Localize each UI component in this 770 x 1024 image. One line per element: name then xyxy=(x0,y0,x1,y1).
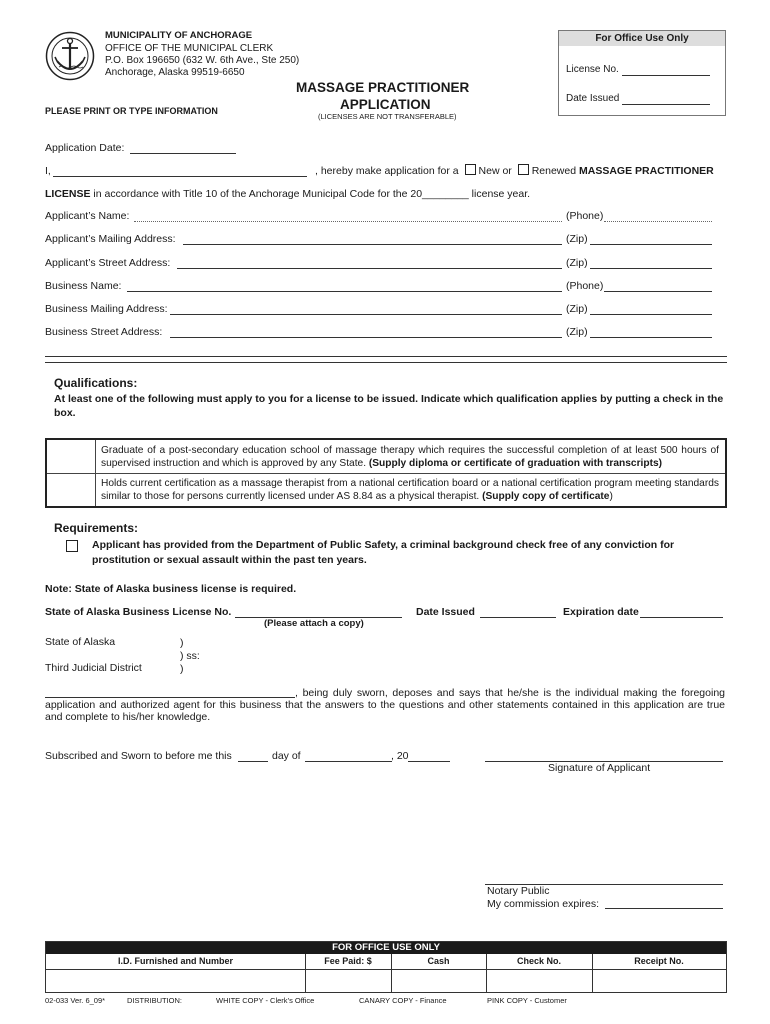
field-tail-label: (Zip) xyxy=(566,233,588,245)
col-receipt-no xyxy=(592,954,726,992)
attach-copy-note: (Please attach a copy) xyxy=(264,618,364,629)
footer-white-copy: WHITE COPY - Clerk’s Office xyxy=(216,996,315,1005)
field-input[interactable] xyxy=(183,244,562,245)
qualifications-intro: At least one of the following must apply to you for a license to be issued. Indicate which qualification applies by putting a check in the box. xyxy=(54,393,724,419)
practitioner-text: MASSAGE PRACTITIONER xyxy=(579,165,714,177)
field-tail-input[interactable] xyxy=(590,244,712,245)
field-label: Business Mailing Address: xyxy=(45,303,168,315)
print-note: PLEASE PRINT OR TYPE INFORMATION xyxy=(45,106,218,116)
sworn-year-field[interactable] xyxy=(408,761,450,762)
form-title: MASSAGE PRACTITIONER xyxy=(296,80,470,95)
renewed-label: Renewed xyxy=(531,165,577,177)
sworn-day-field[interactable] xyxy=(238,761,268,762)
section-divider xyxy=(45,356,727,363)
office-use-table-title: FOR OFFICE USE ONLY xyxy=(46,942,726,954)
requirements-heading: Requirements: xyxy=(54,521,139,535)
license-word: LICENSE xyxy=(45,188,91,200)
notary-title: Notary Public xyxy=(487,885,550,897)
venue-paren-3: ) xyxy=(180,663,184,675)
i-label: I, xyxy=(45,165,51,177)
office-use-table xyxy=(45,941,727,993)
expiration-date-label: Expiration date xyxy=(563,606,639,618)
subscribed-part2: day of xyxy=(272,750,301,762)
field-input[interactable] xyxy=(170,314,562,315)
col-fee-paid xyxy=(305,954,392,992)
subscribed-part1: Subscribed and Sworn to before me this xyxy=(45,750,232,762)
address-line-1: P.O. Box 196650 (632 W. 6th Ave., Ste 250) xyxy=(105,55,300,66)
office-use-title: For Office Use Only xyxy=(559,31,725,46)
col-label: Fee Paid: $ xyxy=(305,954,391,970)
qualification-1-text xyxy=(101,444,719,470)
date-issued-label: Date Issued xyxy=(566,93,620,104)
field-tail-input[interactable] xyxy=(590,337,712,338)
field-label: Applicant’s Street Address: xyxy=(45,257,171,269)
date-issued-line[interactable] xyxy=(622,104,710,105)
field-tail-label: (Phone) xyxy=(566,280,604,292)
field-tail-input[interactable] xyxy=(590,268,712,269)
footer-distribution: DISTRIBUTION: xyxy=(127,996,183,1005)
hereby-text: , hereby make application for a xyxy=(315,165,459,177)
oath-text xyxy=(45,687,725,723)
qualification-row-2 xyxy=(47,473,725,506)
business-license-label: State of Alaska Business License No. xyxy=(45,606,232,618)
signature-label: Signature of Applicant xyxy=(548,762,651,774)
field-tail-label: (Zip) xyxy=(566,257,588,269)
col-id-furnished xyxy=(46,954,306,992)
footer-pink-copy: PINK COPY - Customer xyxy=(487,996,567,1005)
field-tail-label: (Phone) xyxy=(566,210,604,222)
qualifications-heading: Qualifications: xyxy=(54,376,138,390)
municipal-seal-icon xyxy=(45,31,95,81)
field-input[interactable] xyxy=(127,291,562,292)
field-tail-input[interactable] xyxy=(604,221,712,222)
new-checkbox[interactable] xyxy=(465,164,476,175)
col-label: Receipt No. xyxy=(592,954,726,970)
qualification-2-close: ) xyxy=(609,491,613,502)
field-label: Business Name: xyxy=(45,280,122,292)
qualification-2-bold: (Supply copy of certificate xyxy=(482,491,610,502)
venue-paren-1: ) xyxy=(180,637,184,649)
field-tail-label: (Zip) xyxy=(566,326,588,338)
col-label: Check No. xyxy=(486,954,592,970)
field-tail-input[interactable] xyxy=(604,291,712,292)
field-label: Applicant’s Name: xyxy=(45,210,130,222)
qualification-2-body: Holds current certification as a massage therapist from a national certification board or a national certification program meeting standards similar to those for persons currently licensed under AS 8.84 as a physical therapist. xyxy=(101,478,719,502)
qualification-row-1 xyxy=(47,440,725,474)
requirement-checkbox[interactable] xyxy=(66,540,78,552)
org-name: MUNICIPALITY OF ANCHORAGE xyxy=(105,30,253,41)
footer-version: 02-033 Ver. 6_09* xyxy=(45,996,106,1005)
qualification-1-checkbox[interactable] xyxy=(47,440,96,473)
applicant-name-declaration-field[interactable] xyxy=(53,176,307,177)
commission-label: My commission expires: xyxy=(487,898,600,910)
subscribed-part3: , 20 xyxy=(391,750,409,762)
qualification-1-body: Graduate of a post-secondary education school of massage therapy which requires the successful completion of at least 500 hours of supervised instruction and which is approved by any State. xyxy=(101,445,719,469)
col-check-no xyxy=(486,954,593,992)
subscribed-line xyxy=(45,750,232,762)
qualification-2-checkbox[interactable] xyxy=(47,473,96,506)
application-date-field[interactable] xyxy=(130,153,236,154)
form-title-2: APPLICATION xyxy=(340,97,431,112)
license-no-label: License No. xyxy=(566,64,619,75)
venue-ss: ) ss: xyxy=(180,650,200,662)
footer-canary-copy: CANARY COPY - Finance xyxy=(359,996,447,1005)
commission-expires-field[interactable] xyxy=(605,908,723,909)
col-cash xyxy=(391,954,487,992)
field-label: Applicant’s Mailing Address: xyxy=(45,233,176,245)
requirement-text: Applicant has provided from the Department of Public Safety, a criminal background check free of any conviction for prostitution or sexual assault within the past ten years. xyxy=(92,539,675,566)
date-issued-biz-label: Date Issued xyxy=(416,606,475,618)
business-license-note: Note: State of Alaska business license is required. xyxy=(45,583,297,595)
form-subtitle: (LICENSES ARE NOT TRANSFERABLE) xyxy=(318,112,457,121)
qualification-2-text xyxy=(101,477,719,503)
judicial-district: Third Judicial District xyxy=(45,662,142,674)
qualification-1-bold: (Supply diploma or certificate of graduation with transcripts) xyxy=(368,458,663,469)
field-input[interactable] xyxy=(134,221,562,222)
license-no-line[interactable] xyxy=(622,75,710,76)
license-year-line xyxy=(45,188,530,200)
oath-body: , being duly sworn, deposes and says that he/she is the individual making the foregoing application and authorized agent for this business that the answers to the questions and other statements contained in this application are true and complete to his/her knowledge. xyxy=(45,687,725,723)
expiration-date-field[interactable] xyxy=(640,617,723,618)
field-tail-input[interactable] xyxy=(590,314,712,315)
field-input[interactable] xyxy=(170,337,562,338)
date-issued-biz-field[interactable] xyxy=(480,617,556,618)
sworn-month-field[interactable] xyxy=(305,761,392,762)
office-use-box xyxy=(558,30,726,116)
state-of-alaska: State of Alaska xyxy=(45,636,116,648)
field-label: Business Street Address: xyxy=(45,326,163,338)
col-label: Cash xyxy=(391,954,486,970)
address-line-2: Anchorage, Alaska 99519-6650 xyxy=(105,67,245,78)
application-type-line xyxy=(315,164,714,177)
qualifications-table xyxy=(45,438,727,508)
office-name: OFFICE OF THE MUNICIPAL CLERK xyxy=(105,43,274,54)
field-tail-label: (Zip) xyxy=(566,303,588,315)
application-date-label: Application Date: xyxy=(45,142,125,154)
col-label: I.D. Furnished and Number xyxy=(46,954,305,970)
renewed-checkbox[interactable] xyxy=(518,164,529,175)
license-year-text: in accordance with Title 10 of the Anchorage Municipal Code for the 20________ license year. xyxy=(90,188,531,200)
new-label: New or xyxy=(478,165,512,177)
field-input[interactable] xyxy=(177,268,562,269)
